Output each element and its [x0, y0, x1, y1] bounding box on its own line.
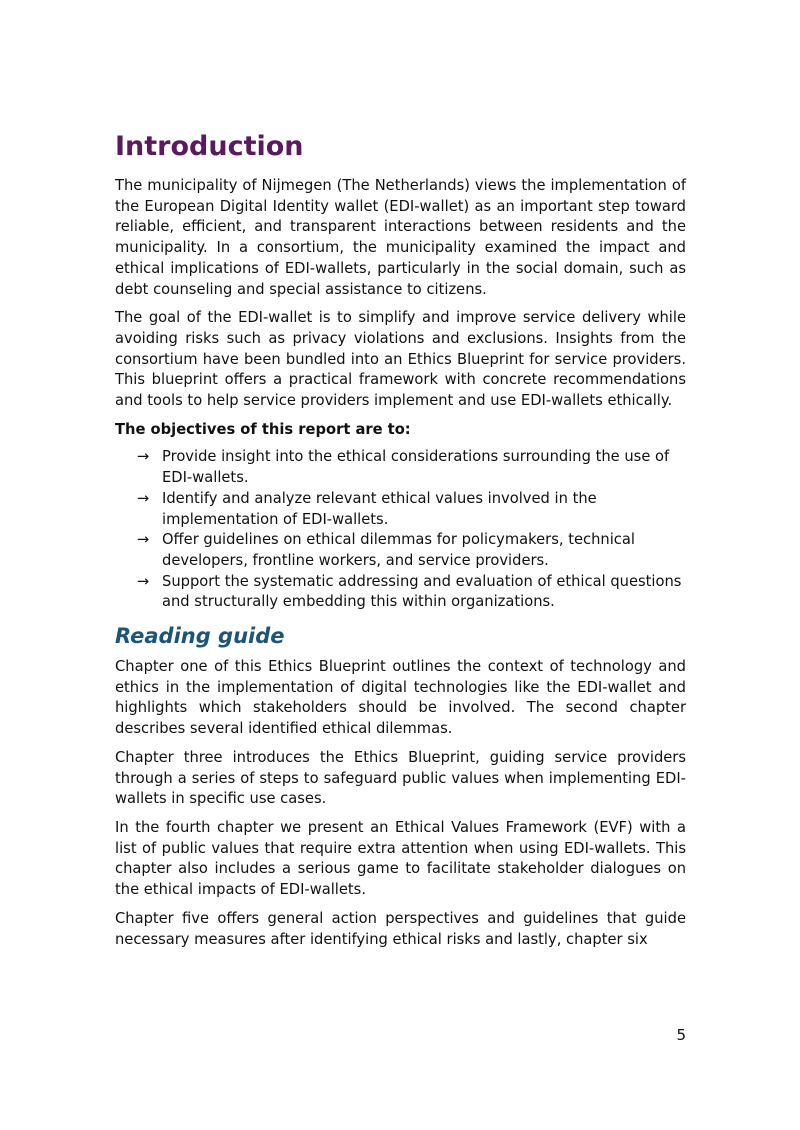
objective-text: Support the systematic addressing and evaluation of ethical questions and structurally embedding this within organizations.	[162, 572, 682, 611]
objective-text: Offer guidelines on ethical dilemmas for policymakers, technical developers, frontline workers, and service providers.	[162, 531, 635, 569]
objectives-heading: The objectives of this report are to:	[115, 420, 411, 438]
list-item	[115, 489, 686, 530]
list-item	[115, 447, 686, 488]
list-item	[115, 572, 686, 613]
objective-text: Identify and analyze relevant ethical values involved in the implementation of EDI-wallets.	[162, 489, 597, 528]
arrow-right-icon: →	[137, 489, 150, 507]
page-content	[115, 128, 686, 958]
objectives-list	[115, 447, 686, 613]
reading-guide-paragraph-4: Chapter five offers general action perspectives and guidelines that guide necessary measures after identifying ethical risks and lastly, chapter six	[115, 909, 686, 948]
reading-guide-paragraph-2: Chapter three introduces the Ethics Blueprint, guiding service providers through a series of steps to safeguard public values when implementing EDI-wallets in specific use cases.	[115, 748, 686, 808]
arrow-right-icon: →	[137, 448, 150, 466]
page-number: 5	[676, 1026, 686, 1044]
intro-paragraph-1: The municipality of Nijmegen (The Netherlands) views the implementation of the European Digital Identity wallet (EDI-wallet) as an important step toward reliable, efficient, and transparent interactions between residents and the municipality. In a consortium, the municipality examined the impact and ethical implications of EDI-wallets, particularly in the social domain, such as debt counseling and special assistance to citizens.	[115, 177, 686, 298]
list-item	[115, 530, 686, 571]
arrow-right-icon: →	[137, 531, 150, 549]
reading-guide-paragraph-3: In the fourth chapter we present an Ethical Values Framework (EVF) with a list of public values that require extra attention when using EDI-wallets. This chapter also includes a serious game to facilitate stakeholder dialogues on the ethical impacts of EDI-wallets.	[115, 818, 686, 899]
reading-guide-paragraph-1: Chapter one of this Ethics Blueprint outlines the context of technology and ethics in the implementation of digital technologies like the EDI-wallet and highlights which stakeholders should be involved. The second chapter describes several identified ethical dilemmas.	[115, 658, 686, 738]
arrow-right-icon: →	[137, 572, 150, 590]
reading-guide-heading: Reading guide	[115, 624, 285, 649]
introduction-heading: Introduction	[115, 131, 304, 162]
objective-text: Provide insight into the ethical considerations surrounding the use of EDI-wallets.	[162, 448, 670, 487]
intro-paragraph-2: The goal of the EDI-wallet is to simplify and improve service delivery while avoiding risks such as privacy violations and exclusions. Insights from the consortium have been bundled into an Ethics Blueprint for service providers. This blueprint offers a practical framework with concrete recommendations and tools to help service providers implement and use EDI-wallets ethically.	[115, 309, 686, 410]
